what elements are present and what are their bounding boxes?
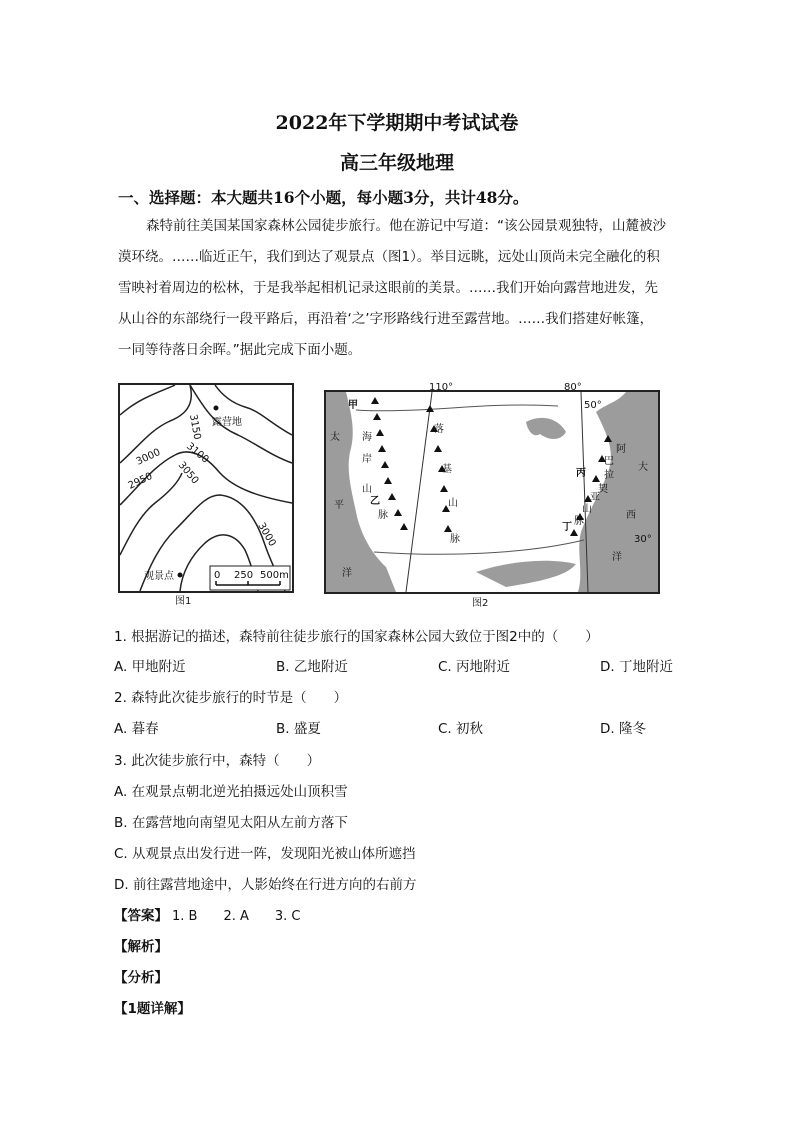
scale-label: 500m xyxy=(260,570,289,581)
figure-2-caption: 图2 xyxy=(472,598,489,609)
coast-range-label: 海 xyxy=(362,432,372,443)
appalachian-label: 亚 xyxy=(590,492,600,503)
lon-80-label: 80° xyxy=(564,382,582,393)
passage-line: 从山谷的东部绕行一段平路后，再沿着‘之’字形路线行进至露营地。……我们搭建好帐篷， xyxy=(118,311,654,327)
answer-text: 1. B 2. A 3. C xyxy=(172,909,301,924)
appalachian-label: 巴 xyxy=(604,456,614,467)
appalachian-label: 拉 xyxy=(604,470,614,481)
q1-detail-head: 【1题详解】 xyxy=(114,1001,191,1017)
figure-1-contour-map xyxy=(118,383,294,593)
q3-option-d[interactable]: D. 前往露营地途中，人影始终在行进方向的右前方 xyxy=(114,877,417,893)
passage-line: 森特前往美国某国家森林公园徒步旅行。他在游记中写道：“该公园景观独特，山麓被沙 xyxy=(146,218,666,234)
lat-30-label: 30° xyxy=(634,534,652,545)
q1-option-b[interactable]: B. 乙地附近 xyxy=(276,659,348,675)
rocky-label: 脉 xyxy=(450,534,460,545)
viewpoint-label: 观景点 xyxy=(144,571,174,582)
atlantic-label: 大 xyxy=(638,462,648,473)
q3-option-c[interactable]: C. 从观景点出发行进一阵，发现阳光被山体所遮挡 xyxy=(114,846,416,862)
rocky-label: 山 xyxy=(448,498,458,509)
contour-map-svg xyxy=(120,385,292,591)
point-yi: 乙 xyxy=(370,496,380,507)
viewpoint-dot xyxy=(178,573,183,578)
exam-title: 2022年下学期期中考试试卷 xyxy=(275,112,519,134)
rocky-label: 基 xyxy=(442,464,452,475)
figure-1-caption: 图1 xyxy=(175,596,192,607)
appalachian-label: 脉 xyxy=(574,516,584,527)
section-heading: 一、选择题：本大题共16个小题，每小题3分，共计48分。 xyxy=(118,188,529,207)
contour-label: 3050 xyxy=(175,459,201,487)
appalachian-label: 契 xyxy=(598,484,608,495)
appalachian-label: 阿 xyxy=(616,444,626,455)
passage-line: 漠环绕。……临近正午，我们到达了观景点（图1）。举目远眺，远处山顶尚未完全融化的积 xyxy=(118,249,660,265)
atlantic-label: 洋 xyxy=(612,552,622,563)
contour-label: 3100 xyxy=(184,440,211,466)
contour-line xyxy=(120,385,175,415)
q2-option-c[interactable]: C. 初秋 xyxy=(438,721,484,737)
q1-option-a[interactable]: A. 甲地附近 xyxy=(114,659,186,675)
contour-label: 3150 xyxy=(187,413,203,441)
coast-range-label: 脉 xyxy=(378,510,388,521)
contour-label: 2950 xyxy=(126,470,155,492)
q2-option-d[interactable]: D. 隆冬 xyxy=(600,721,646,737)
contour-label: 3000 xyxy=(134,446,163,468)
q2-option-a[interactable]: A. 暮春 xyxy=(114,721,159,737)
question-1-stem: 1. 根据游记的描述，森特前往徒步旅行的国家森林公园大致位于图2中的（ ） xyxy=(114,629,599,645)
passage-line: 一同等待落日余晖。”据此完成下面小题。 xyxy=(118,342,362,358)
passage-line: 雪映衬着周边的松林，于是我举起相机记录这眼前的美景。……我们开始向露营地进发，先 xyxy=(118,280,658,296)
rocky-label: 落 xyxy=(434,424,444,435)
answer-label: 【答案】 xyxy=(114,908,168,924)
camp-label: 露营地 xyxy=(212,417,242,428)
appalachian-label: 山 xyxy=(582,504,592,515)
q1-option-d[interactable]: D. 丁地附近 xyxy=(600,659,673,675)
q3-option-a[interactable]: A. 在观景点朝北逆光拍摄远处山顶积雪 xyxy=(114,784,348,800)
q1-option-c[interactable]: C. 丙地附近 xyxy=(438,659,511,675)
figure-2-usa-map xyxy=(324,382,660,594)
point-ding: 丁 xyxy=(562,522,572,533)
point-bing: 丙 xyxy=(576,468,586,479)
q3-option-b[interactable]: B. 在露营地向南望见太阳从左前方落下 xyxy=(114,815,348,831)
atlantic-label: 西 xyxy=(626,510,636,521)
scale-label: 250 xyxy=(234,570,254,581)
point-jia: 甲 xyxy=(348,400,358,411)
contour-label: 3000 xyxy=(255,521,278,549)
analysis-subhead: 【分析】 xyxy=(114,970,168,986)
pacific-label: 太 xyxy=(330,432,340,443)
pacific-label: 平 xyxy=(334,500,344,511)
analysis-label: 【解析】 xyxy=(114,939,168,955)
lat-50-label: 50° xyxy=(584,400,602,411)
coast-range-label: 岸 xyxy=(362,454,372,465)
usa-map-svg xyxy=(326,382,658,592)
pacific-label: 洋 xyxy=(342,568,352,579)
coast-range-label: 山 xyxy=(362,484,372,495)
scale-label: 0 xyxy=(214,570,221,581)
exam-subtitle: 高三年级地理 xyxy=(339,152,454,174)
lon-110-label: 110° xyxy=(429,382,454,393)
question-3-stem: 3. 此次徒步旅行中，森特（ ） xyxy=(114,753,321,769)
camp-dot xyxy=(214,406,219,411)
q2-option-b[interactable]: B. 盛夏 xyxy=(276,721,321,737)
question-2-stem: 2. 森特此次徒步旅行的时节是（ ） xyxy=(114,690,348,706)
